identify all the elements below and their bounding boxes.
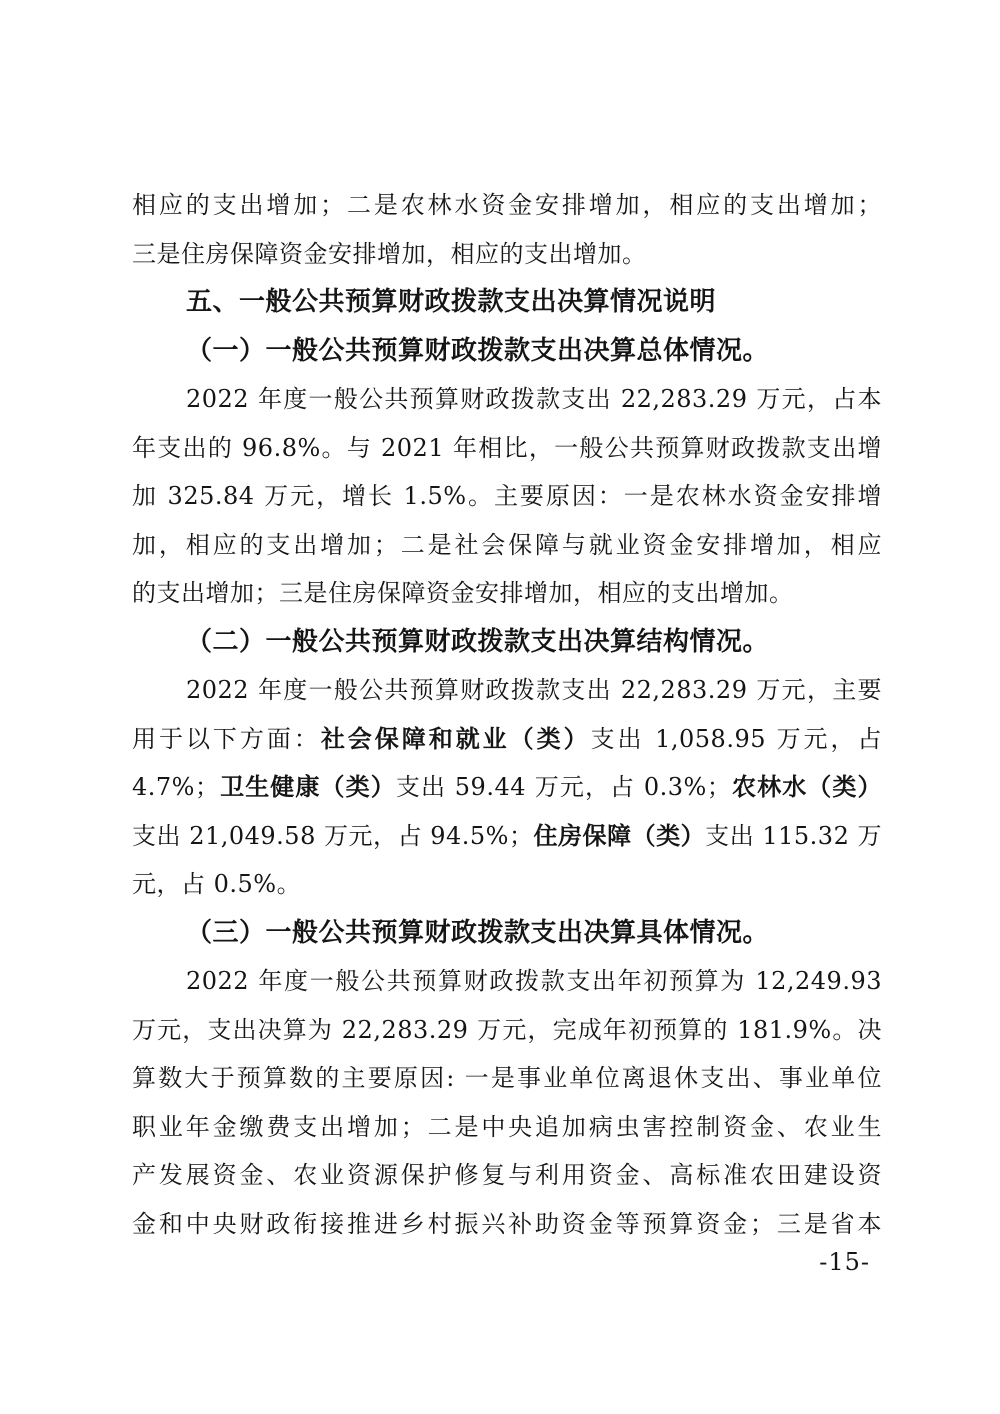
section-heading-5-3: （三）一般公共预算财政拨款支出决算具体情况。 — [186, 917, 770, 948]
text-segment: 支出 59.44 万元，占 0.3%； — [395, 773, 732, 801]
text-segment: 支出 115.32 万 — [705, 821, 882, 850]
emphasis-segment: 农林水（类） — [731, 773, 883, 801]
text-line: 金和中央财政衔接推进乡村振兴补助资金等预算资金；三是省本 — [132, 1209, 882, 1238]
text-line — [132, 812, 882, 861]
section-heading-5: 五、一般公共预算财政拨款支出决算情况说明 — [186, 287, 717, 317]
text-line: 相应的支出增加；二是农林水资金安排增加，相应的支出增加； — [132, 191, 882, 219]
text-line: 加，相应的支出增加；二是社会保障与就业资金安排增加，相应 — [132, 530, 882, 559]
emphasis-segment: 社会保障和就业（类） — [320, 724, 591, 753]
text-segment: 支出 21,049.58 万元，占 94.5%； — [132, 821, 534, 850]
text-line — [132, 715, 882, 764]
text-segment: 用于以下方面： — [132, 724, 321, 753]
text-line — [132, 763, 882, 812]
text-segment: 4.7%； — [132, 773, 220, 801]
text-line: 的支出增加；三是住房保障资金安排增加，相应的支出增加。 — [132, 579, 794, 607]
text-segment: 支出 1,058.95 万元，占 — [590, 724, 883, 753]
text-line: 算数大于预算数的主要原因: 一是事业单位离退休支出、事业单位 — [132, 1064, 882, 1092]
text-line: 元，占 0.5%。 — [132, 870, 302, 898]
text-line: 2022 年度一般公共预算财政拨款支出 22,283.29 万元，占本 — [186, 385, 882, 413]
text-line: 2022 年度一般公共预算财政拨款支出年初预算为 12,249.93 — [186, 967, 882, 995]
document-body — [132, 181, 882, 1248]
emphasis-segment: 卫生健康（类） — [219, 773, 396, 801]
section-heading-5-1: （一）一般公共预算财政拨款支出决算总体情况。 — [186, 335, 770, 366]
text-line: 产发展资金、农业资源保护修复与利用资金、高标准农田建设资 — [132, 1161, 882, 1189]
emphasis-segment: 住房保障（类） — [533, 821, 706, 850]
text-line: 职业年金缴费支出增加；二是中央追加病虫害控制资金、农业生 — [132, 1112, 882, 1141]
text-line: 2022 年度一般公共预算财政拨款支出 22,283.29 万元，主要 — [186, 676, 882, 704]
section-heading-5-2: （二）一般公共预算财政拨款支出决算结构情况。 — [186, 626, 770, 657]
text-line: 加 325.84 万元，增长 1.5%。主要原因：一是农林水资金安排增 — [132, 482, 882, 510]
text-line: 年支出的 96.8%。与 2021 年相比，一般公共预算财政拨款支出增 — [132, 433, 882, 462]
page-number: -15- — [819, 1248, 870, 1276]
text-line: 三是住房保障资金安排增加，相应的支出增加。 — [132, 239, 647, 268]
text-line: 万元，支出决算为 22,283.29 万元，完成年初预算的 181.9%。决 — [132, 1015, 882, 1044]
